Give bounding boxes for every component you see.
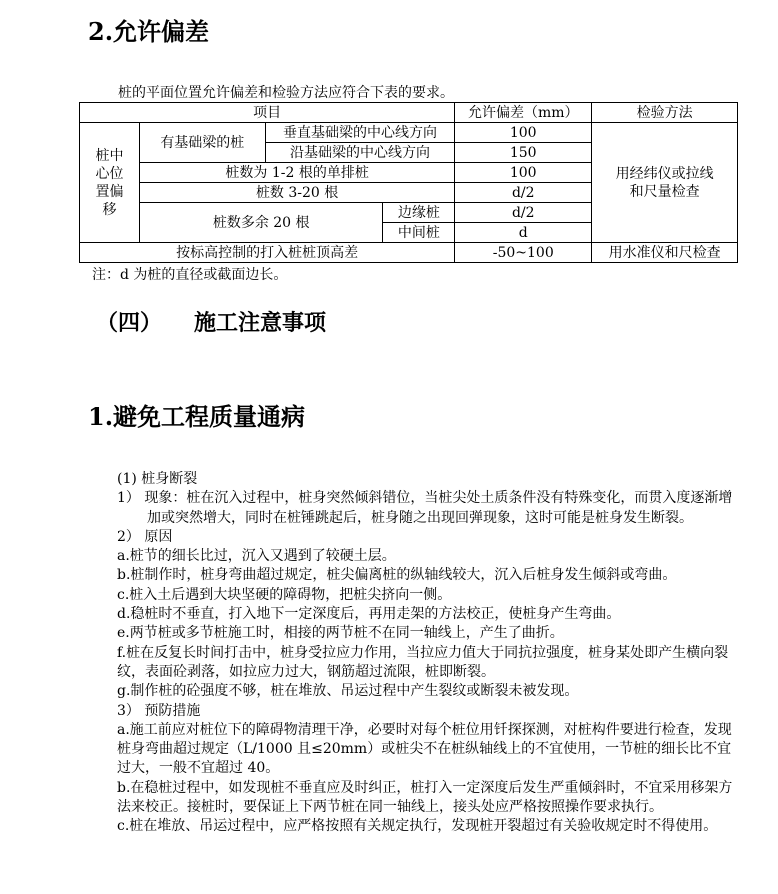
list-item: a.桩节的细长比过，沉入又遇到了较硬土层。 (117, 548, 396, 565)
list-item: (1) 桩身断裂 (117, 471, 198, 487)
row6-label: 中间桩 (383, 223, 455, 243)
intro-text: 桩的平面位置允许偏差和检验方法应符合下表的要求。 (118, 85, 454, 101)
row1-label: 垂直基础梁的中心线方向 (265, 123, 455, 143)
list-item: e.两节桩或多节桩施工时，相接的两节桩不在同一轴线上，产生了曲折。 (117, 625, 564, 642)
row4-value: d/2 (455, 183, 592, 203)
list-item: d.稳桩时不垂直，打入地下一定深度后，再用走架的方法校正，使桩身产生弯曲。 (117, 606, 621, 623)
list-item: g.制作桩的砼强度不够，桩在堆放、吊运过程中产生裂纹或断裂未被发现。 (117, 683, 579, 700)
table-row (80, 243, 738, 263)
row4-label: 桩数 3-20 根 (139, 183, 454, 203)
list-item: f.桩在反复长时间打击中，桩身受拉应力作用，当拉应力值大于同抗拉强度，桩身某处即产生横向裂纹，表面砼剥落，如拉应力过大，钢筋超过流限，桩即断裂。 (117, 644, 729, 680)
header-method: 检验方法 (592, 103, 738, 123)
list-item: b.桩制作时，桩身弯曲超过规定，桩尖偏离桩的纵轴线较大，沉入后桩身发生倾斜或弯曲。 (117, 567, 677, 584)
with-beam-cell: 有基础梁的桩 (139, 123, 265, 163)
list-item: 1） 现象：桩在沉入过程中，桩身突然倾斜错位，当桩尖处土质条件没有特殊变化，而贯入度逐渐增加或突然增大，同时在桩锤跳起后，桩身随之出现回弹现象，这时可能是桩身发生断裂。 (117, 490, 733, 526)
section-title: 施工注意事项 (194, 310, 327, 336)
group-label-cell: 桩中心位置偏移 (80, 123, 140, 243)
heading-allowable-deviation: 2.允许偏差 (88, 17, 210, 46)
header-item: 项目 (80, 103, 455, 123)
list-item: b.在稳桩过程中，如发现桩不垂直应及时纠正，桩打入一定深度后发生严重倾斜时，不宜采用移架方法来校正。接桩时，要保证上下两节桩在同一轴线上，接头处应严格按照操作要求执行。 (117, 779, 733, 816)
list-item: 3） 预防措施 (117, 702, 201, 719)
row2-label: 沿基础梁的中心线方向 (265, 143, 455, 163)
list-item: c.桩入土后遇到大块坚硬的障碍物，把桩尖挤向一侧。 (117, 586, 452, 603)
row7-label: 按标高控制的打入桩桩顶高差 (80, 243, 455, 263)
row2-value: 150 (455, 143, 592, 163)
list-item: a.施工前应对桩位下的障碍物清理干净，必要时对每个桩位用钎探探测，对桩构件要进行检查，发现桩身弯曲超过规定（L/1000 且≤20mm）或桩尖不在桩纵轴线上的不宜使用，一节桩的细长比不宜过大，一般不宜超过 40。 (117, 721, 732, 777)
more-than-20-cell: 桩数多余 20 根 (139, 203, 383, 243)
header-deviation: 允许偏差（mm） (455, 103, 592, 123)
row7-value: -50~100 (455, 243, 592, 263)
method2-cell: 用水准仪和尺检查 (592, 243, 738, 263)
row3-label: 桩数为 1-2 根的单排桩 (139, 163, 454, 183)
row3-value: 100 (455, 163, 592, 183)
list-item: 2） 原因 (117, 528, 173, 545)
table-note: 注：d 为桩的直径或截面边长。 (92, 267, 288, 283)
section-number: （四） (96, 310, 163, 336)
method1-cell: 用经纬仪或拉线和尺量检查 (592, 123, 738, 243)
tolerance-table (79, 102, 738, 263)
list-item: c.桩在堆放、吊运过程中，应严格按照有关规定执行，发现桩开裂超过有关验收规定时不得使用。 (117, 818, 718, 835)
row5-value: d/2 (455, 203, 592, 223)
row5-label: 边缘桩 (383, 203, 455, 223)
row1-value: 100 (455, 123, 592, 143)
row6-value: d (455, 223, 592, 243)
table-header-row (80, 103, 738, 123)
table-row (80, 123, 738, 143)
heading-avoid-defects: 1.避免工程质量通病 (88, 402, 306, 431)
defect-list (117, 470, 737, 837)
